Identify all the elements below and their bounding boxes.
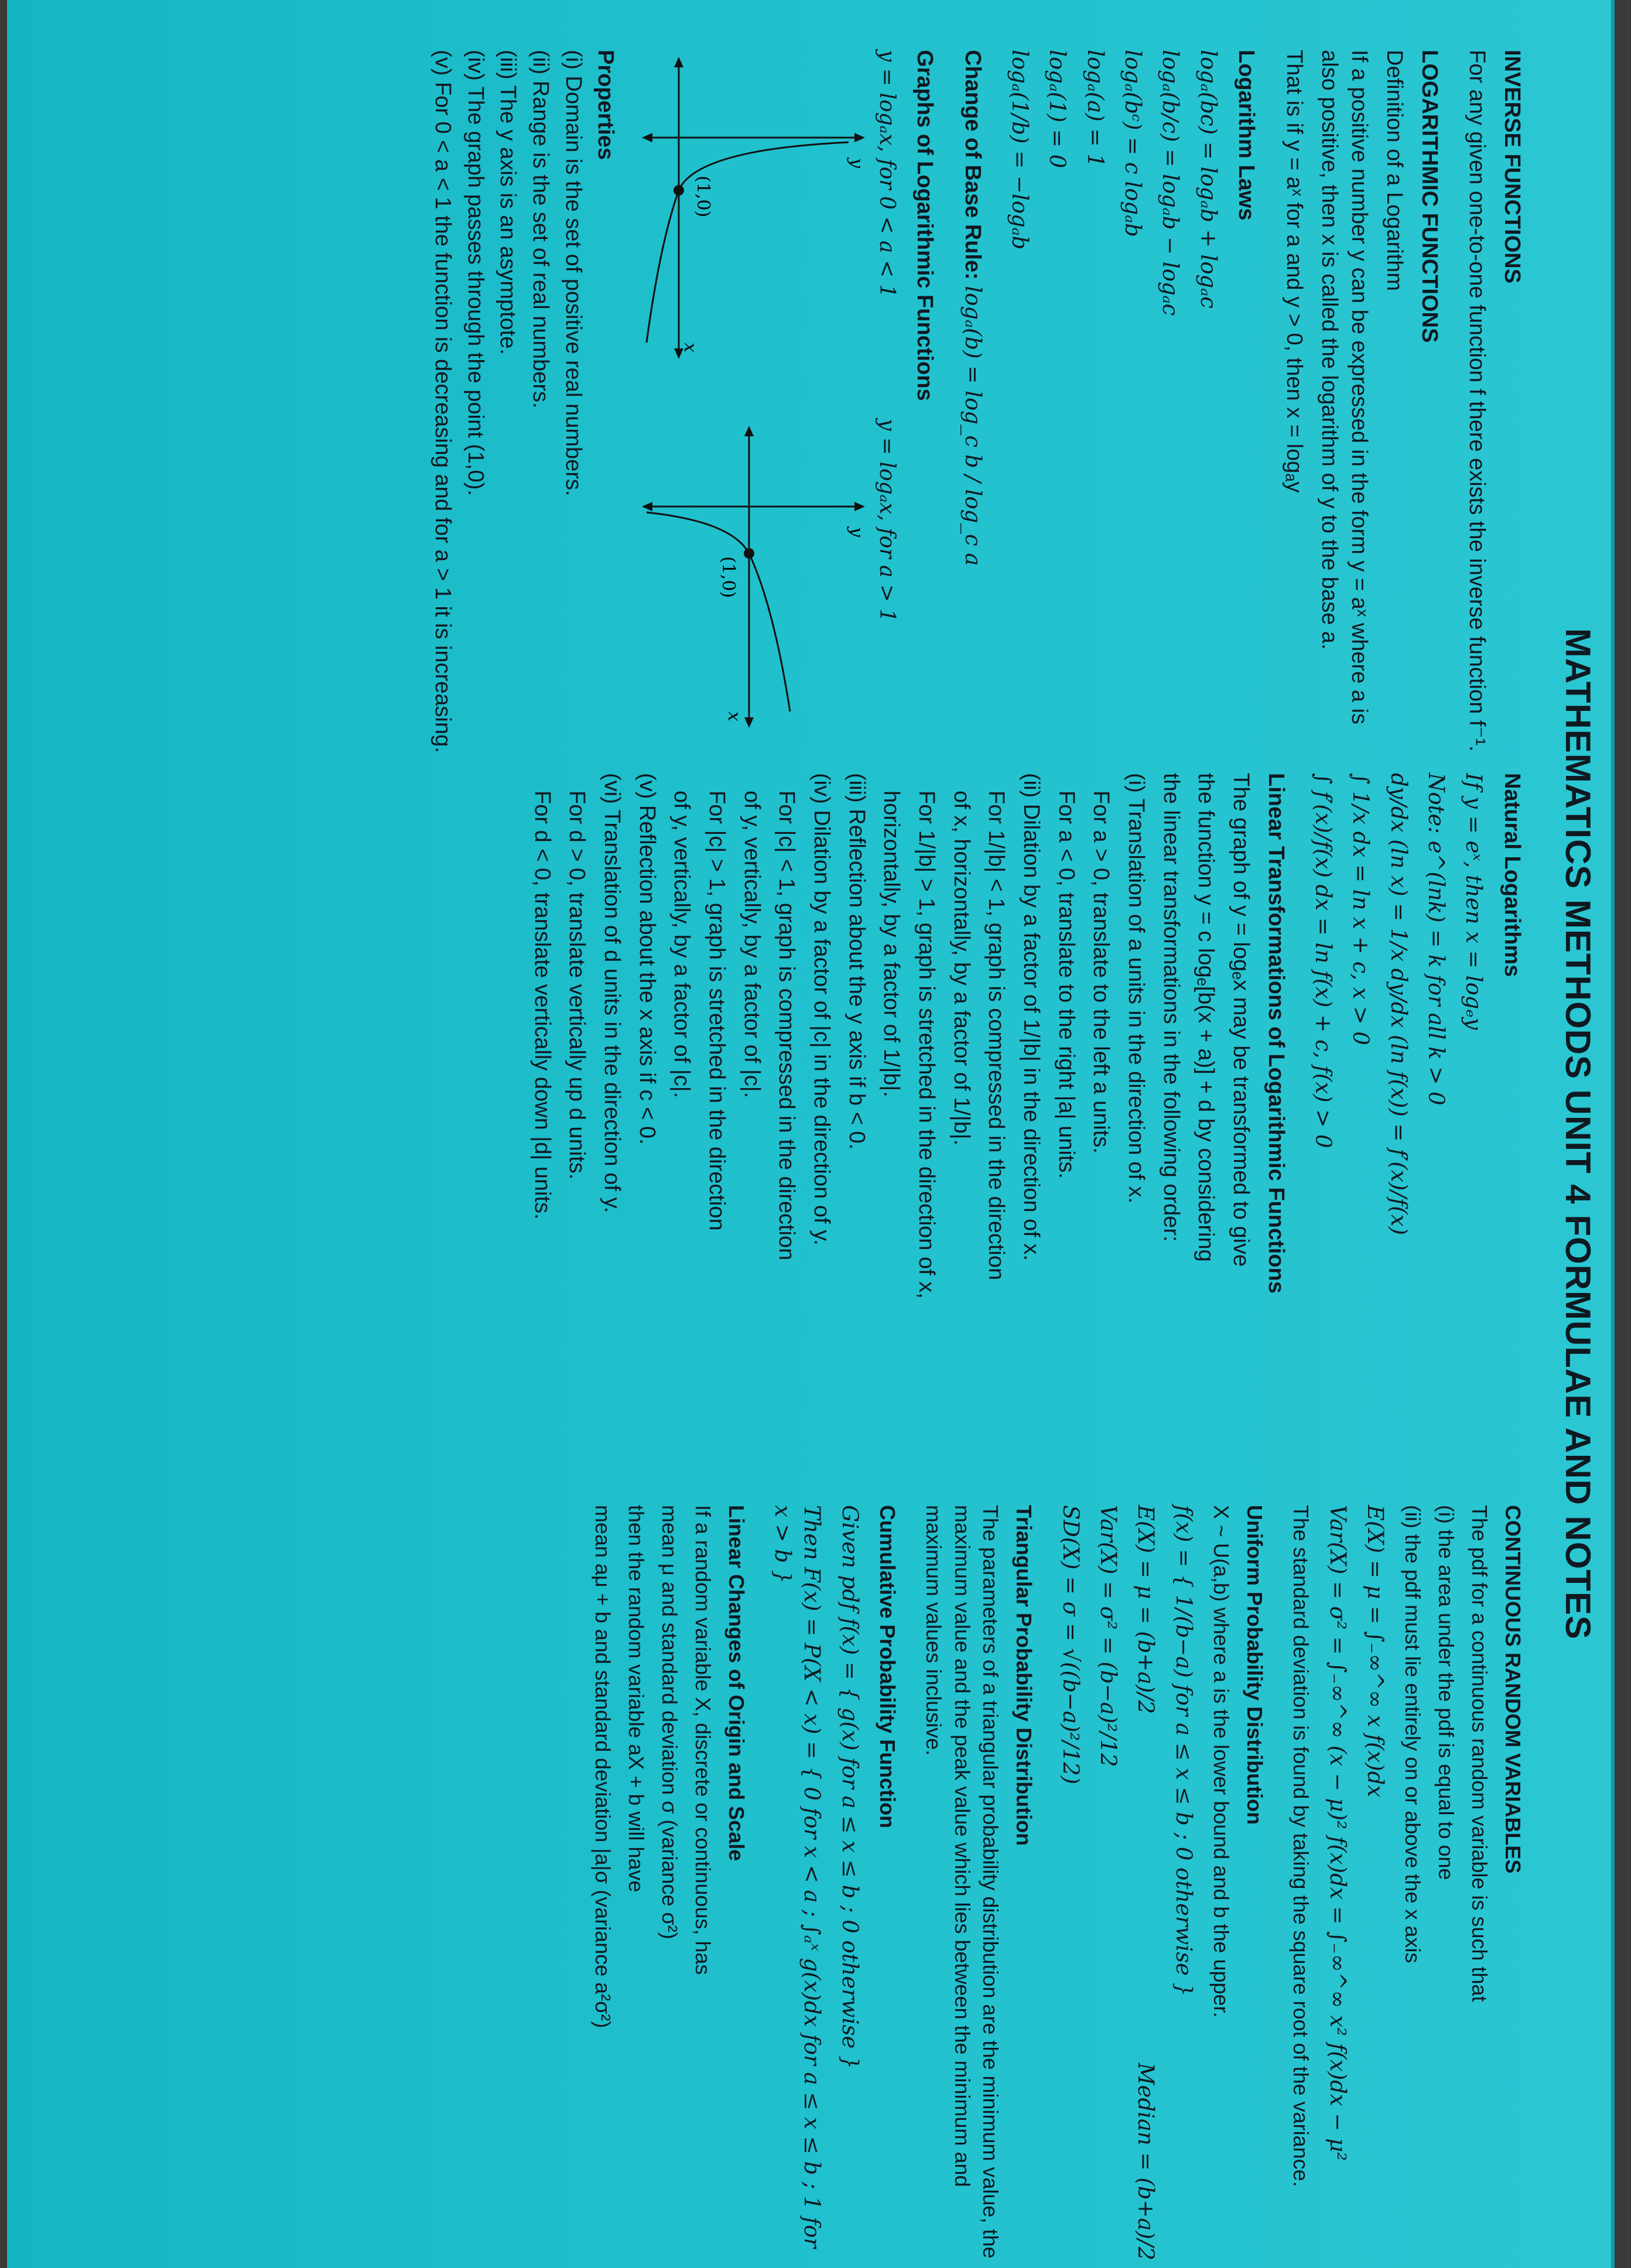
log-definition-subheading: Definition of a Logarithm bbox=[1382, 50, 1407, 291]
log-law: logₐ(a) = 1 bbox=[1082, 50, 1108, 167]
graphs-heading: Graphs of Logarithmic Functions bbox=[912, 50, 938, 401]
lt-line: the function y = c logₑ[b(x + a)] + d by considering bbox=[1194, 773, 1219, 1262]
uniform-expectation: E(X) = μ = (b+a)/2 bbox=[1133, 1505, 1159, 1714]
log-law: logₐ(1) = 0 bbox=[1045, 50, 1071, 169]
graph-increasing bbox=[638, 419, 901, 747]
page-title: MATHEMATICS METHODS UNIT 4 FORMULAE AND NOTES bbox=[1558, 628, 1598, 1640]
linear-changes-line: mean aμ + b and standard deviation |a|σ (variance a²σ²) bbox=[590, 1505, 615, 2028]
change-base-heading: Change of Base Rule: bbox=[960, 50, 985, 280]
uniform-def: X ~ U(a,b) where a is the lower bound and b the upper. bbox=[1209, 1505, 1233, 2018]
graph-decreasing-label: y = logₐx, for 0 < a < 1 bbox=[875, 50, 900, 298]
lt-line: (iii) Reflection about the y axis if b < 0. bbox=[844, 773, 869, 1150]
lt-line: of y, vertically, by a factor of |c|. bbox=[669, 791, 695, 1099]
crv-line: (ii) the pdf must lie entirely on or above the x axis bbox=[1401, 1505, 1425, 1963]
log-definition-text: If a positive number y can be expressed in the form y = aˣ where a is also positive, then x is called the logarithm of y to the base a. bbox=[1317, 50, 1372, 724]
lt-line: For d < 0, translate vertically down |d| units. bbox=[529, 791, 555, 1220]
inverse-text: For any given one-to-one function f there exists the inverse function f⁻¹. bbox=[1465, 50, 1490, 752]
cumulative-given: Given pdf f(x) = { g(x) for a ≤ x ≤ b ; 0 otherwise } bbox=[837, 1505, 863, 2069]
property-item: (i) Domain is the set of positive real numbers. bbox=[560, 50, 586, 497]
cumulative-heading: Cumulative Probability Function bbox=[875, 1505, 900, 1829]
triangular-heading: Triangular Probability Distribution bbox=[1012, 1505, 1037, 1846]
natural-log-line: ∫ 1/x dx = ln x + c, x > 0 bbox=[1348, 773, 1374, 1045]
column-2 bbox=[522, 773, 1527, 1493]
change-base-formula: logₐ(b) = log_c b / log_c a bbox=[960, 286, 986, 566]
linear-changes-line: then the random variable aX + b will have bbox=[624, 1505, 648, 1893]
graph-decreasing-plot bbox=[638, 50, 872, 366]
uniform-median: Median = (b+a)/2 bbox=[1133, 2062, 1159, 2260]
axis-y-label: y bbox=[846, 158, 867, 168]
point-label: (1,0) bbox=[693, 176, 714, 218]
linear-transform-lines bbox=[526, 773, 1256, 1493]
crv-heading: CONTINUOUS RANDOM VARIABLES bbox=[1501, 1505, 1525, 1874]
log-laws-heading: Logarithm Laws bbox=[1234, 50, 1259, 221]
lt-line: For a < 0, translate to the right |a| units. bbox=[1054, 791, 1079, 1179]
uniform-sd: SD(X) = σ = √((b−a)²/12) bbox=[1058, 1505, 1083, 1784]
crv-line: The pdf for a continuous random variable is such that bbox=[1468, 1505, 1492, 2002]
column-3 bbox=[583, 1505, 1527, 2260]
lt-line: For 1/|b| < 1, graph is compressed in the direction bbox=[984, 791, 1009, 1281]
crv-line: (i) the area under the pdf is equal to one bbox=[1434, 1505, 1459, 1880]
lt-line: For 1/|b| > 1, graph is stretched in the direction of x, bbox=[914, 791, 939, 1299]
property-item: (ii) Range is the set of real numbers. bbox=[528, 50, 553, 409]
log-law: logₐ(1/b) = −logₐb bbox=[1007, 50, 1033, 250]
linear-changes-line: mean μ and standard deviation σ (variance σ²) bbox=[657, 1505, 682, 1939]
graph-increasing-plot bbox=[638, 419, 872, 735]
lt-line: of y, vertically, by a factor of |c|. bbox=[739, 791, 764, 1099]
change-of-base bbox=[957, 50, 987, 770]
uniform-expectation-row bbox=[1131, 1505, 1160, 2260]
column-1 bbox=[425, 50, 1527, 770]
linear-changes-line: If a random variable X, discrete or continuous, has bbox=[690, 1505, 715, 1975]
lt-line: (i) Translation of a units in the direction of x. bbox=[1124, 773, 1149, 1204]
uniform-variance: Var(X) = σ² = (b−a)²/12 bbox=[1096, 1505, 1121, 1767]
uniform-pdf: f(x) = { 1/(b−a) for a ≤ x ≤ b ; 0 otherwise } bbox=[1171, 1505, 1196, 1997]
lt-line: the linear transformations in the following order: bbox=[1158, 773, 1184, 1242]
lt-line: For d > 0, translate vertically up d units. bbox=[565, 791, 590, 1180]
triangular-text: The parameters of a triangular probability distribution are the minimum value, the maximum value and the peak value which lies between the minimum and maximum values inclusive. bbox=[921, 1505, 1003, 2259]
linear-changes-heading: Linear Changes of Origin and Scale bbox=[724, 1505, 748, 1862]
property-item: (iii) The y axis is an asymptote. bbox=[495, 50, 521, 355]
lt-line: The graph of y = logₑx may be transformed to give bbox=[1229, 773, 1254, 1267]
crv-expectation: E(X) = μ = ∫₋∞^∞ x f(x)dx bbox=[1363, 1505, 1389, 1798]
inverse-heading: INVERSE FUNCTIONS bbox=[1500, 50, 1524, 284]
log-law: logₐ(bc) = logₐb + logₐc bbox=[1195, 50, 1221, 309]
lt-line: of x, horizontally, by a factor of 1/|b|. bbox=[949, 791, 974, 1146]
lt-line: (iv) Dilation by a factor of |c| in the direction of y. bbox=[809, 773, 835, 1246]
log-that-is: That is if y = aˣ for a and y > 0, then x = logₐy bbox=[1281, 50, 1307, 493]
lt-line: (ii) Dilation by a factor of 1/|b| in the direction of x. bbox=[1019, 773, 1044, 1261]
uniform-heading: Uniform Probability Distribution bbox=[1242, 1505, 1267, 1825]
crv-variance: Var(X) = σ² = ∫₋∞^∞ (x − μ)² f(x)dx = ∫₋∞^∞ x² f(x)dx − μ² bbox=[1325, 1505, 1350, 2161]
natural-log-line: ∫ f′(x)/f(x) dx = ln f(x) + c, f(x) > 0 bbox=[1311, 773, 1336, 1148]
crv-sd-note: The standard deviation is found by taking the square root of the variance. bbox=[1288, 1505, 1313, 2187]
lt-line: For |c| > 1, graph is stretched in the direction bbox=[705, 791, 730, 1231]
lt-line: (v) Reflection about the x axis if c < 0. bbox=[634, 773, 659, 1145]
cumulative-then: Then F(x) = P(X < x) = { 0 for x < a ; ∫ₐˣ g(x)dx for a ≤ x ≤ b ; 1 for x > b } bbox=[770, 1505, 825, 2249]
log-functions-heading: LOGARITHMIC FUNCTIONS bbox=[1417, 50, 1442, 343]
axis-y-label: y bbox=[846, 527, 867, 537]
log-law: logₐ(bᶜ) = c logₐb bbox=[1120, 50, 1146, 237]
rotated-content bbox=[7, 0, 1615, 2268]
natural-log-heading: Natural Logarithms bbox=[1500, 773, 1524, 977]
natural-log-line: dy/dx (ln x) = 1/x dy/dx (ln f(x)) = f′(x)/f(x) bbox=[1386, 773, 1411, 1236]
property-item: (iv) The graph passes through the point (1,0). bbox=[463, 50, 488, 496]
properties-heading: Properties bbox=[593, 50, 618, 160]
natural-log-line: Note: e^(lnk) = k for all k > 0 bbox=[1424, 773, 1449, 1106]
lt-line: horizontally, by a factor of 1/|b|. bbox=[879, 791, 904, 1097]
graph-increasing-label: y = logₐx, for a > 1 bbox=[875, 419, 900, 622]
point-label: (1,0) bbox=[718, 556, 739, 598]
linear-transform-heading: Linear Transformations of Logarithmic Functions bbox=[1263, 773, 1288, 1294]
axis-x-label: x bbox=[724, 711, 745, 721]
property-item: (v) For 0 < a < 1 the function is decreasing and for a > 1 it is increasing. bbox=[430, 50, 456, 753]
graph-decreasing bbox=[638, 50, 901, 378]
lt-line: (vi) Translation of d units in the direction of y. bbox=[600, 773, 624, 1213]
lt-line: For |c| < 1, graph is compressed in the direction bbox=[774, 791, 799, 1261]
log-law: logₐ(b/c) = logₐb − logₐc bbox=[1158, 50, 1184, 316]
lt-line: For a > 0, translate to the left a units. bbox=[1089, 791, 1114, 1154]
axis-x-label: x bbox=[680, 343, 701, 353]
log-graphs bbox=[638, 50, 901, 770]
formula-sheet bbox=[7, 0, 1615, 2268]
natural-log-line: If y = eˣ, then x = logₑy bbox=[1461, 773, 1487, 1030]
